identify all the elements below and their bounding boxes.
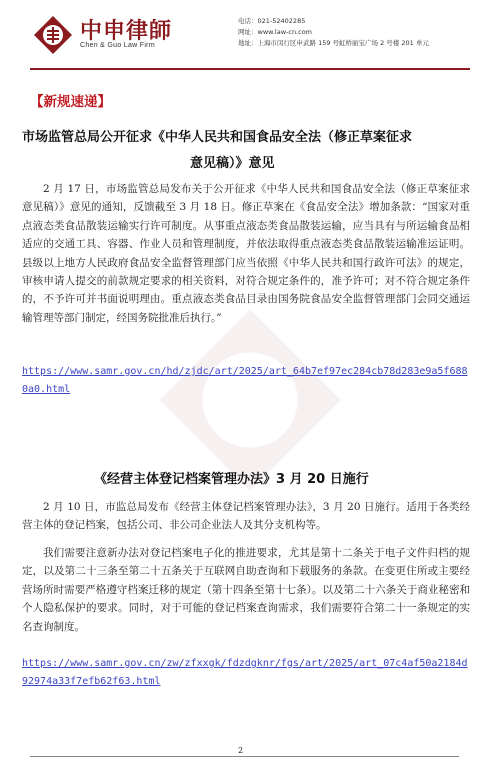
article2-link[interactable]: https://www.samr.gov.cn/zw/zfxxgk/fdzdgknr/fgs/art/2025/art_07c4af50a2184d92974a33f7efb62f63.html [22, 658, 468, 687]
contact-address: 地址：上海市闵行区申武路 159 号虹桥丽宝广场 2 号楼 201 单元 [238, 39, 429, 47]
article2-body2: 我们需要注意新办法对登记档案电子化的推进要求，尤其是第十二条关于电子文件归档的规定，以及第二十三条至第二十五条关于互联网自助查询和下载服务的条款。在变更住所或主要经营场所时需要严格遵守档案迁移的规定（第十四条至第十七条）。以及第二十六条关于商业秘密和个人隐私保护的要求。同时，对于可能的登记档案查询需求，我们需要符合第二十一条规定的实名查询制度。 [22, 547, 470, 633]
footer-divider [30, 756, 459, 757]
article2-body1: 2 月 10 日，市监总局发布《经营主体登记档案管理办法》，3 月 20 日施行。适用于各类经营主体的登记档案，包括公司、非公司企业法人及其分支机构等。 [22, 501, 470, 532]
firm-logo-icon [32, 14, 74, 56]
brand-name-en: Chen & Guo Law Firm [80, 42, 155, 49]
page-number: 2 [238, 746, 244, 755]
article1-title-line2: 意见稿）》意见 [190, 156, 275, 171]
letterhead [0, 0, 489, 72]
section-tag: 【新规速递】 [30, 94, 111, 110]
contact-website: 网址：www.law-cn.com [238, 28, 313, 36]
article1-title-line1: 市场监管总局公开征求《中华人民共和国食品安全法（修正草案征求 [22, 130, 413, 145]
article1-link[interactable]: https://www.samr.gov.cn/hd/zjdc/art/2025/art_64b7ef97ec284cb78d283e9a5f6880a0.html [22, 366, 468, 395]
article1-body: 2 月 17 日，市场监管总局发布关于公开征求《中华人民共和国食品安全法（修正草案征求意见稿）》意见的通知，反馈截至 3 月 18 日。修正草案在《食品安全法》增加条款：“国家对重点液态类食品散装运输实行许可制度。从事重点液态类食品散装运输，应当具有与所运输食品相适应的交通工具、容器、作业人员和管理制度，并依法取得重点液态类食品散装运输准运证明。县级以上地方人民政府食品安全监督管理部门应当依照《中华人民共和国行政许可法》的规定，审核申请人提交的前款规定要求的相关资料，对符合规定条件的，准予许可；对不符合规定条件的，不予许可并书面说明理由。重点液态类食品目录由国务院食品安全监督管理部门会同交通运输管理等部门制定，经国务院批准后执行。” [22, 183, 470, 324]
contact-phone: 电话：021-52402285 [238, 17, 306, 25]
header-divider [30, 68, 470, 70]
contact-block [238, 16, 429, 49]
article2-title: 《经营主体登记档案管理办法》3 月 20 日施行 [94, 472, 369, 487]
brand-name-cn: 中申律師 [80, 18, 173, 44]
